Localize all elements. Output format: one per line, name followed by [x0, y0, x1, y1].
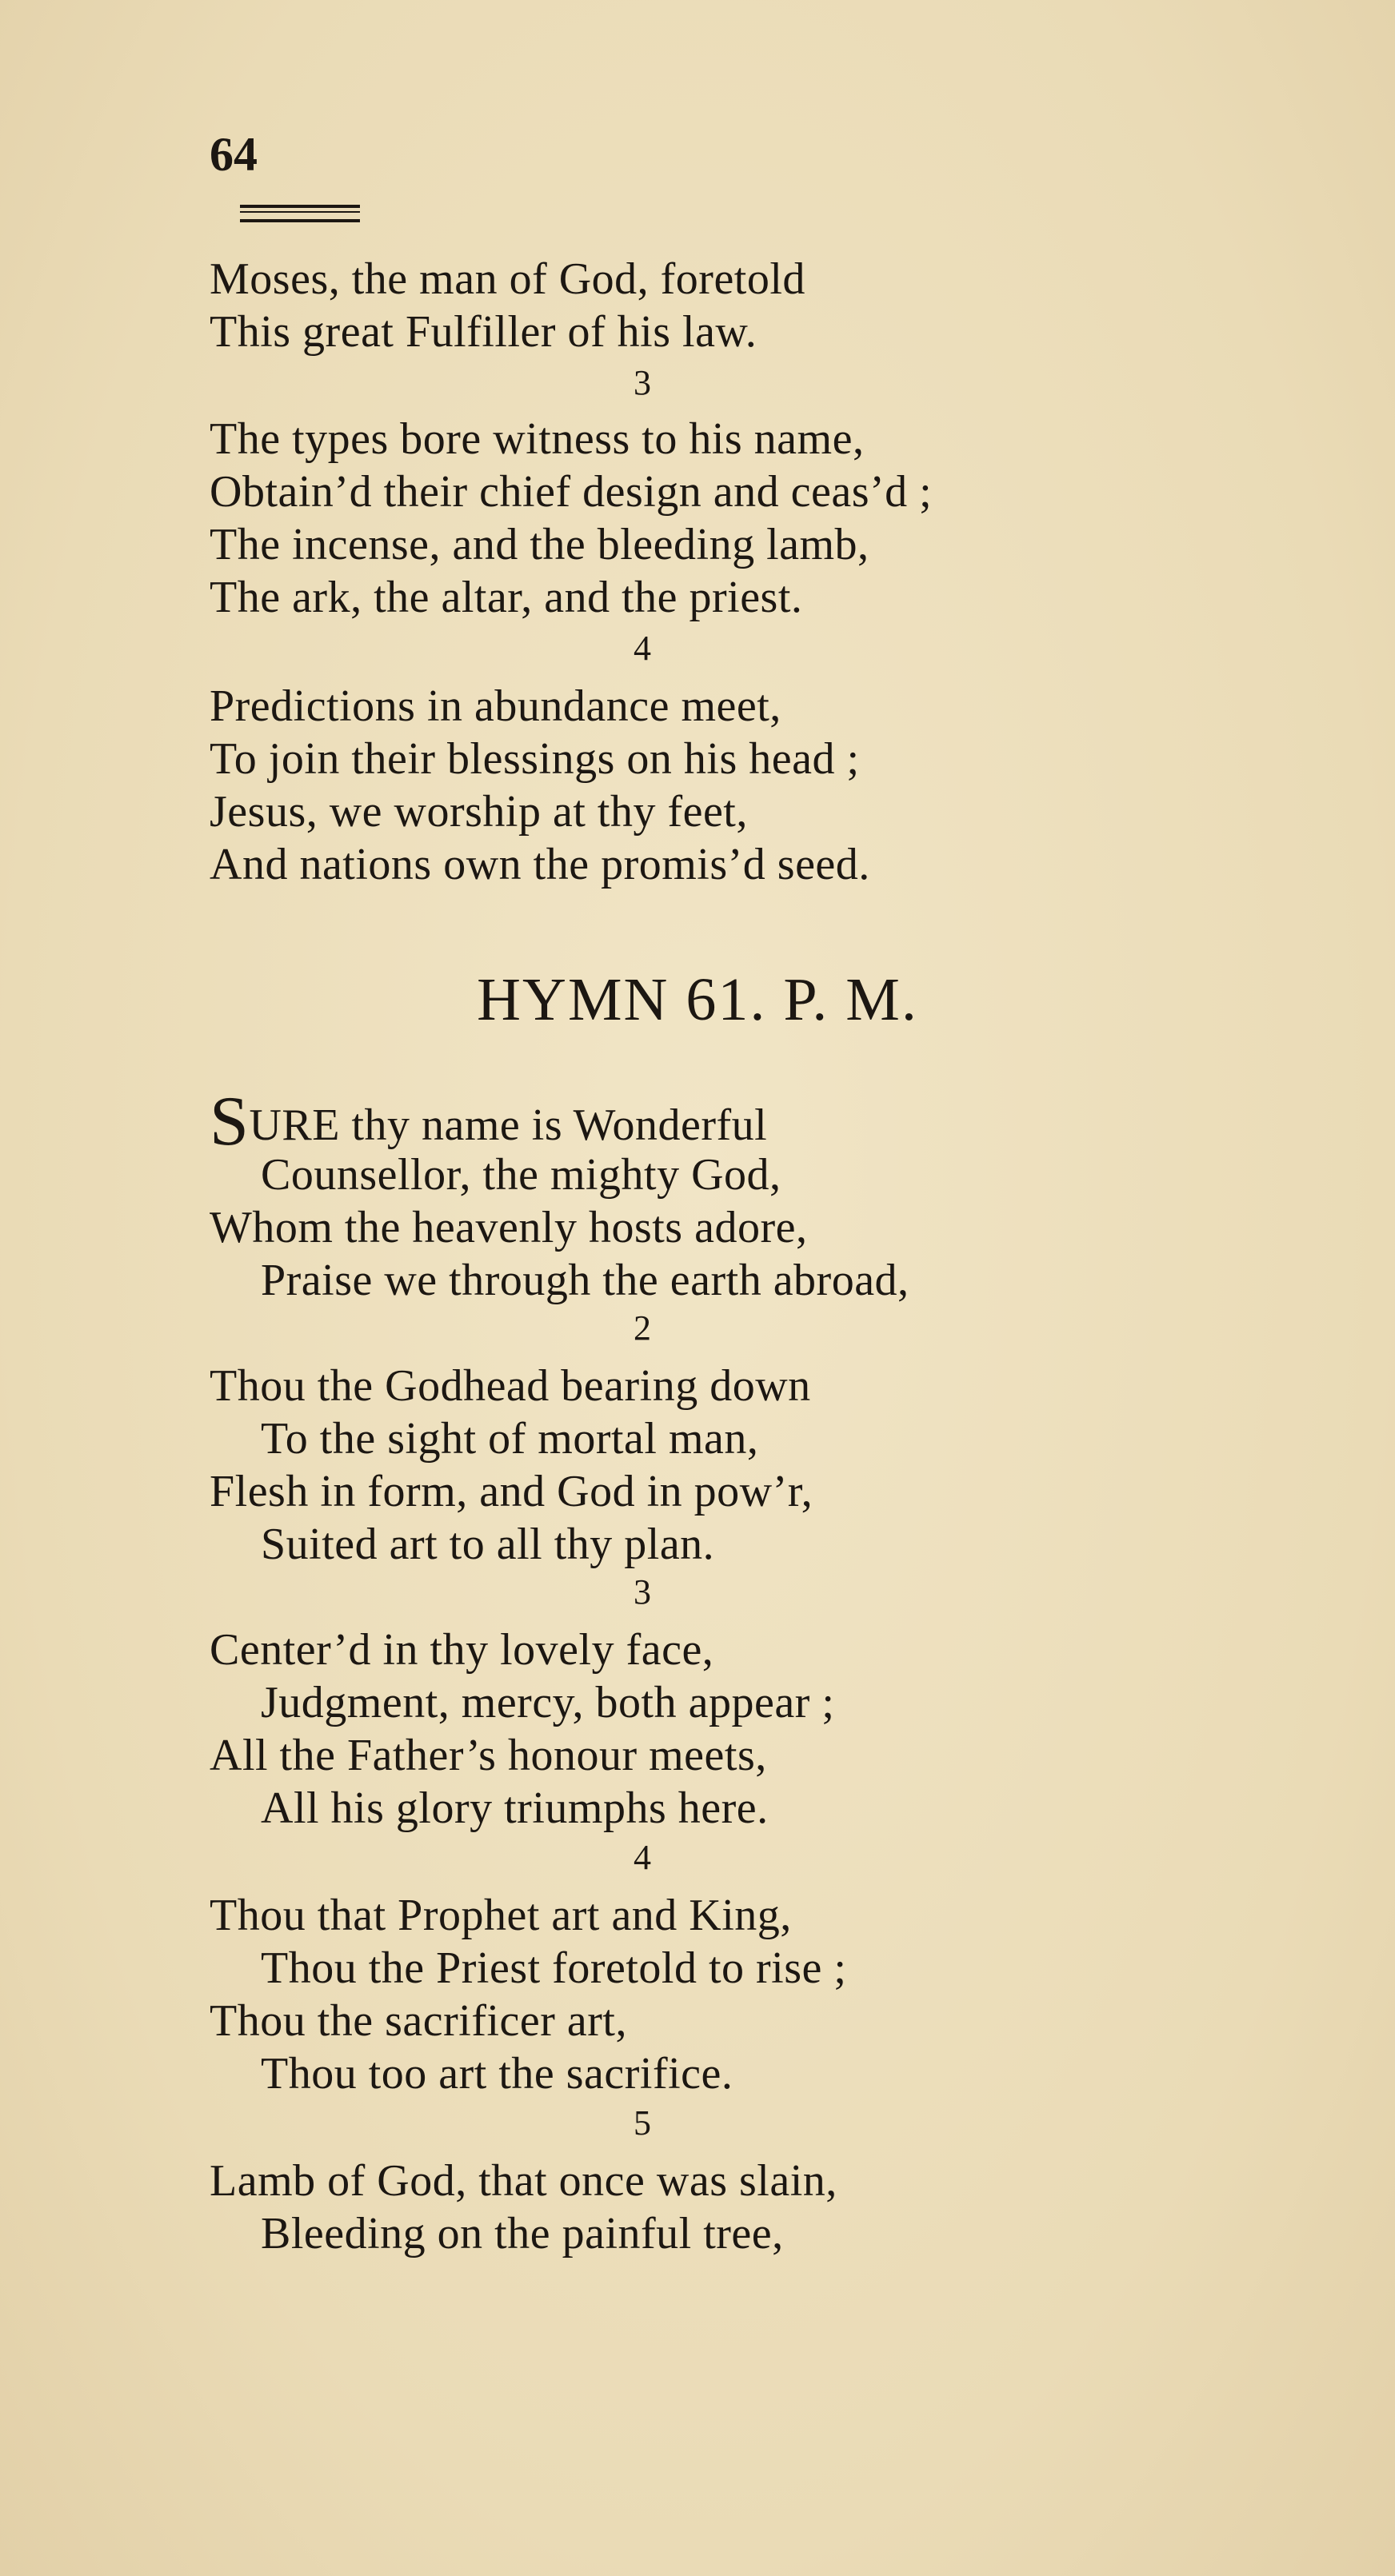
verse-number: 2: [634, 1308, 651, 1348]
verse-line: Lamb of God, that once was slain,: [210, 2156, 837, 2206]
verse-line: The incense, and the bleeding lamb,: [210, 520, 869, 569]
verse-line: Praise we through the earth abroad,: [261, 1256, 909, 1305]
hymn-title: HYMN 61. P. M.: [477, 966, 918, 1033]
verse-number: 4: [634, 1838, 651, 1877]
verse-number: 4: [634, 629, 651, 668]
verse-line: Thou the Godhead bearing down: [210, 1361, 811, 1411]
verse-line: All his glory triumphs here.: [261, 1783, 769, 1833]
verse-line: Center’d in thy lovely face,: [210, 1625, 714, 1675]
verse-number: 3: [634, 363, 651, 402]
verse-line: All the Father’s honour meets,: [210, 1731, 767, 1780]
verse-line: Flesh in form, and God in pow’r,: [210, 1467, 813, 1516]
header-rule: [240, 205, 360, 222]
verse-line: Judgment, mercy, both appear ;: [261, 1678, 835, 1727]
verse-line: Thou too art the sacrifice.: [261, 2049, 733, 2099]
verse-line: Moses, the man of God, foretold: [210, 254, 805, 304]
verse-line: To the sight of mortal man,: [261, 1414, 759, 1464]
verse-line: Obtain’d their chief design and ceas’d ;: [210, 467, 933, 517]
verse-line: The ark, the altar, and the priest.: [210, 573, 803, 622]
verse-line: Thou the Priest foretold to rise ;: [261, 1943, 847, 1993]
verse-line: Whom the heavenly hosts adore,: [210, 1203, 808, 1252]
verse-line: To join their blessings on his head ;: [210, 734, 860, 784]
verse-line: This great Fulfiller of his law.: [210, 307, 757, 357]
verse-line-first: [210, 1083, 768, 1160]
verse-number: 3: [634, 1572, 651, 1611]
verse-line: And nations own the promis’d seed.: [210, 840, 870, 889]
verse-line: The types bore witness to his name,: [210, 414, 865, 464]
page-number: 64: [210, 128, 258, 181]
verse-line: Counsellor, the mighty God,: [261, 1150, 781, 1200]
verse-line: Jesus, we worship at thy feet,: [210, 787, 748, 837]
small-caps: URE: [249, 1100, 340, 1150]
drop-cap: S: [210, 1083, 250, 1160]
first-line-rest: thy name is Wonderful: [339, 1100, 768, 1150]
verse-line: Predictions in abundance meet,: [210, 681, 781, 731]
verse-line: Bleeding on the painful tree,: [261, 2209, 784, 2258]
verse-line: Thou the sacrificer art,: [210, 1996, 627, 2046]
verse-line: Thou that Prophet art and King,: [210, 1891, 792, 1940]
verse-number: 5: [634, 2103, 651, 2143]
verse-line: Suited art to all thy plan.: [261, 1520, 715, 1569]
